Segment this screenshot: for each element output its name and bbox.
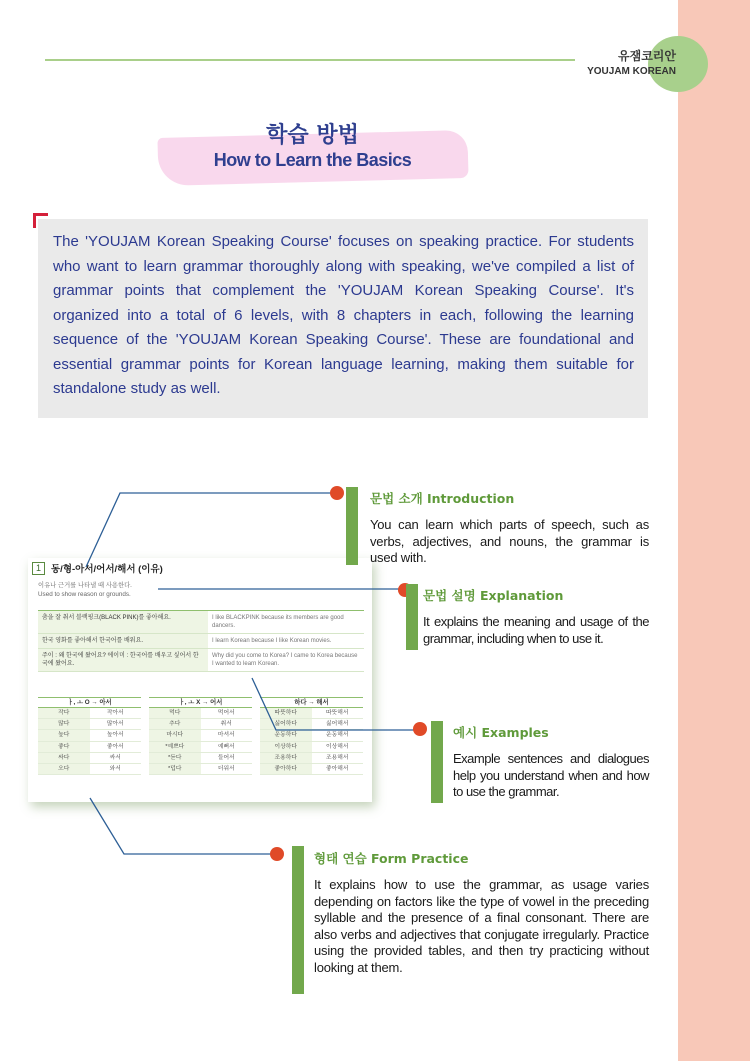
- example-english: Why did you come to Korea? I came to Korea because I wanted to learn Korean.: [212, 653, 358, 667]
- figure-description: [38, 581, 132, 599]
- table-cell: 운동해서: [326, 732, 349, 739]
- conjugation-tables: [38, 697, 363, 775]
- example-row: [38, 611, 364, 634]
- callout-bar-explanation: [406, 584, 418, 650]
- table-row: [260, 730, 363, 741]
- table-row: [38, 719, 141, 730]
- leader-line-introduction: [86, 493, 336, 567]
- table-cell: 따뜻하다: [260, 708, 312, 718]
- table-cell: 좋다: [38, 742, 90, 752]
- table-cell: 추다: [149, 719, 201, 729]
- table-row: [38, 708, 141, 719]
- callout-title-explanation: 문법 설명 Explanation: [423, 588, 564, 603]
- table-cell: 조용해서: [326, 754, 349, 761]
- intro-paragraph: The 'YOUJAM Korean Speaking Course' focuses on speaking practice. For students who want to learn grammar thoroughly along with speaking, we've compiled a list of grammar points that complement the 'YOUJAM Korean Speaking Course'. It's organized into a total of 6 levels, with 8 chapters in each, following the learning sequence of the 'YOUJAM Korean Speaking Course'. These are foundational and essential grammar points for Korean language learning, making them suitable for standalone study as well.: [53, 233, 634, 397]
- header-rule: [45, 59, 575, 61]
- brand-name-korean: 유잼코리안: [618, 49, 676, 63]
- page-title-english: How to Learn the Basics: [213, 150, 412, 170]
- table-row: [260, 708, 363, 719]
- table-cell: 따뜻해서: [326, 710, 349, 716]
- table-cell: 춰서: [220, 721, 232, 728]
- example-korean: 춤을 잘 춰서 블랙핑크(BLACK PINK)를 좋아해요.: [38, 611, 208, 633]
- table-cell: 싸서: [109, 754, 121, 761]
- page-title-korean: 학습 방법: [266, 123, 359, 148]
- table-cell: 작다: [38, 708, 90, 718]
- conjugation-table: [38, 697, 141, 775]
- table-row: [149, 753, 252, 764]
- table-cell: 와서: [109, 765, 121, 772]
- table-cell: 이상하다: [260, 742, 312, 752]
- figure-title: 동/형-아서/어서/해서 (이유): [51, 564, 163, 575]
- conjugation-table: [149, 697, 252, 775]
- example-row: [38, 649, 364, 672]
- example-korean: 한국 영화를 좋아해서 한국어를 배워요.: [38, 634, 208, 648]
- table-cell: *예쁘다: [149, 742, 201, 752]
- table-row: [149, 764, 252, 775]
- table-cell: 작아서: [106, 710, 124, 716]
- example-english: I learn Korean because I like Korean movies.: [212, 638, 332, 644]
- table-cell: 먹어서: [217, 710, 235, 716]
- table-cell: 싫어해서: [326, 721, 349, 728]
- table-cell: 많아서: [106, 721, 124, 728]
- example-english: I like BLACKPINK because its members are good dancers.: [212, 615, 344, 629]
- callout-bar-form-practice: [292, 846, 304, 994]
- example-korean: 주이 : 왜 한국에 왔어요? 에이미 : 한국어를 배우고 싶어서 한국에 왔어요.: [38, 649, 208, 671]
- example-row: [38, 634, 364, 649]
- table-cell: 좋아서: [106, 743, 124, 750]
- side-strip: [678, 0, 750, 1061]
- table-cell: 높다: [38, 730, 90, 740]
- table-cell: 많다: [38, 719, 90, 729]
- table-cell: 더워서: [217, 765, 235, 772]
- leader-line-form-practice: [90, 798, 272, 854]
- table-row: [260, 753, 363, 764]
- figure-desc-english: Used to show reason or grounds.: [38, 591, 131, 598]
- table-cell: 높아서: [106, 732, 124, 739]
- table-row: [38, 742, 141, 753]
- table-cell: *듣다: [149, 753, 201, 763]
- callout-dot-introduction: [330, 486, 344, 500]
- table-cell: 마셔서: [217, 732, 235, 739]
- callout-bar-examples: [431, 721, 443, 803]
- table-cell: 이상해서: [326, 743, 349, 750]
- table-cell: 좋아해서: [326, 765, 349, 772]
- brand-name-english: YOUJAM KOREAN: [587, 66, 676, 77]
- table-cell: 들어서: [217, 754, 235, 761]
- figure-number: 1: [32, 562, 45, 575]
- table-cell: 좋아하다: [260, 764, 312, 774]
- conjugation-table: [260, 697, 363, 775]
- table-row: [149, 708, 252, 719]
- table-cell: 싸다: [38, 753, 90, 763]
- callout-title-form-practice: 형태 연습 Form Practice: [314, 851, 469, 866]
- table-row: [38, 753, 141, 764]
- callout-dot-form-practice: [270, 847, 284, 861]
- table-cell: 싫어하다: [260, 719, 312, 729]
- table-cell: 운동하다: [260, 730, 312, 740]
- table-header: ㅏ, ㅗ X → 어서: [149, 698, 252, 708]
- table-row: [149, 742, 252, 753]
- callout-text-form-practice: It explains how to use the grammar, as usage varies depending on factors like the type of vowel in the preceding syllable and the presence of a final consonant. There are also verbs and adjectives that conjugate irregularly. Practice using the provided tables, and then try practicing without looking at them.: [314, 877, 649, 975]
- figure-header: [32, 561, 163, 575]
- table-row: [149, 730, 252, 741]
- table-cell: *덥다: [149, 764, 201, 774]
- callout-text-examples: Example sentences and dialogues help you understand when and how to use the grammar.: [453, 751, 649, 799]
- table-header: ㅏ, ㅗ O → 아서: [38, 698, 141, 708]
- brand-circle: [648, 36, 708, 92]
- callout-title-introduction: 문법 소개 Introduction: [370, 491, 515, 506]
- table-cell: 예뻐서: [217, 743, 235, 750]
- callout-bar-introduction: [346, 487, 358, 565]
- table-row: [38, 730, 141, 741]
- example-table: [38, 610, 364, 672]
- callout-text-introduction: You can learn which parts of speech, such as verbs, adjectives, and nouns, the grammar is used with.: [370, 517, 649, 565]
- table-cell: 조용하다: [260, 753, 312, 763]
- corner-mark-icon: [33, 213, 48, 228]
- table-cell: 먹다: [149, 708, 201, 718]
- table-cell: 오다: [38, 764, 90, 774]
- table-row: [260, 764, 363, 775]
- figure-desc-korean: 이유나 근거를 나타낼 때 사용한다.: [38, 582, 132, 589]
- callout-text-explanation: It explains the meaning and usage of the grammar, including when to use it.: [423, 614, 649, 646]
- callout-dot-examples: [413, 722, 427, 736]
- table-row: [149, 719, 252, 730]
- table-cell: 마시다: [149, 730, 201, 740]
- table-row: [260, 742, 363, 753]
- table-header: 하다 → 해서: [260, 698, 363, 708]
- table-row: [260, 719, 363, 730]
- callout-title-examples: 예시 Examples: [453, 725, 549, 740]
- table-row: [38, 764, 141, 775]
- textbook-figure: [28, 558, 372, 802]
